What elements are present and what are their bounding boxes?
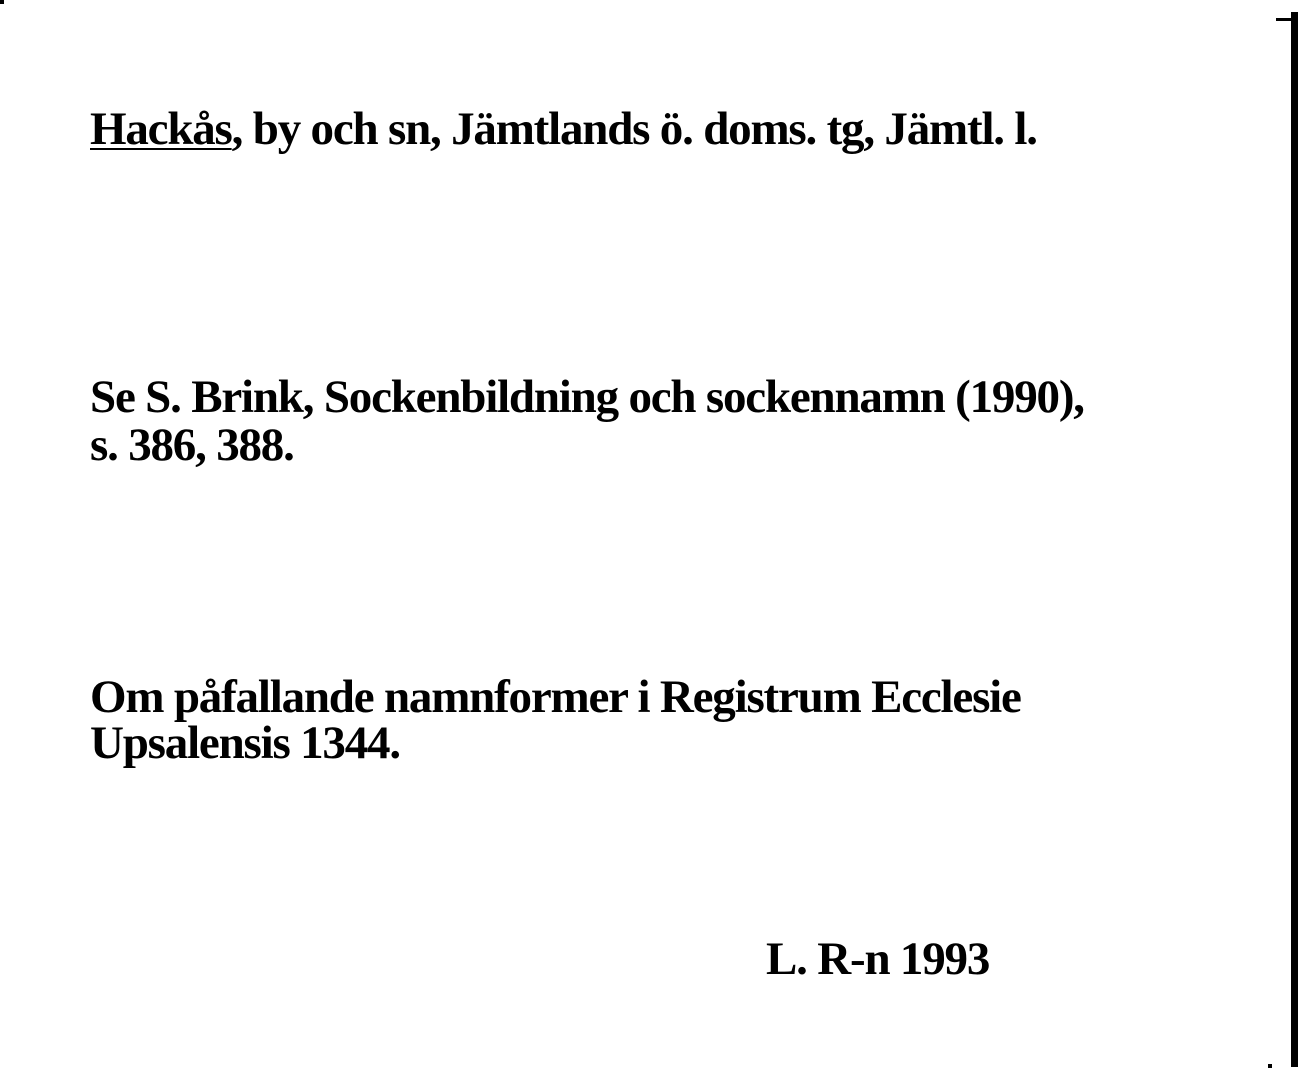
- scan-speck: [1268, 1064, 1272, 1068]
- signature: L. R-n 1993: [766, 933, 990, 985]
- reference-line-1: Se S. Brink, Sockenbildning och sockennamn (1990),: [90, 371, 1084, 423]
- note-line-1: Om påfallande namnformer i Registrum Ecclesie: [90, 671, 1021, 723]
- entry-description: , by och sn, Jämtlands ö. doms. tg, Jämtl. l.: [231, 103, 1037, 155]
- headword: Hackås: [90, 103, 232, 155]
- reference-line-2: s. 386, 388.: [90, 419, 294, 471]
- entry-line: [90, 104, 1037, 154]
- scan-speck: [0, 0, 4, 4]
- note-line-2: Upsalensis 1344.: [90, 717, 400, 769]
- card-edge-rule: [1291, 12, 1298, 1067]
